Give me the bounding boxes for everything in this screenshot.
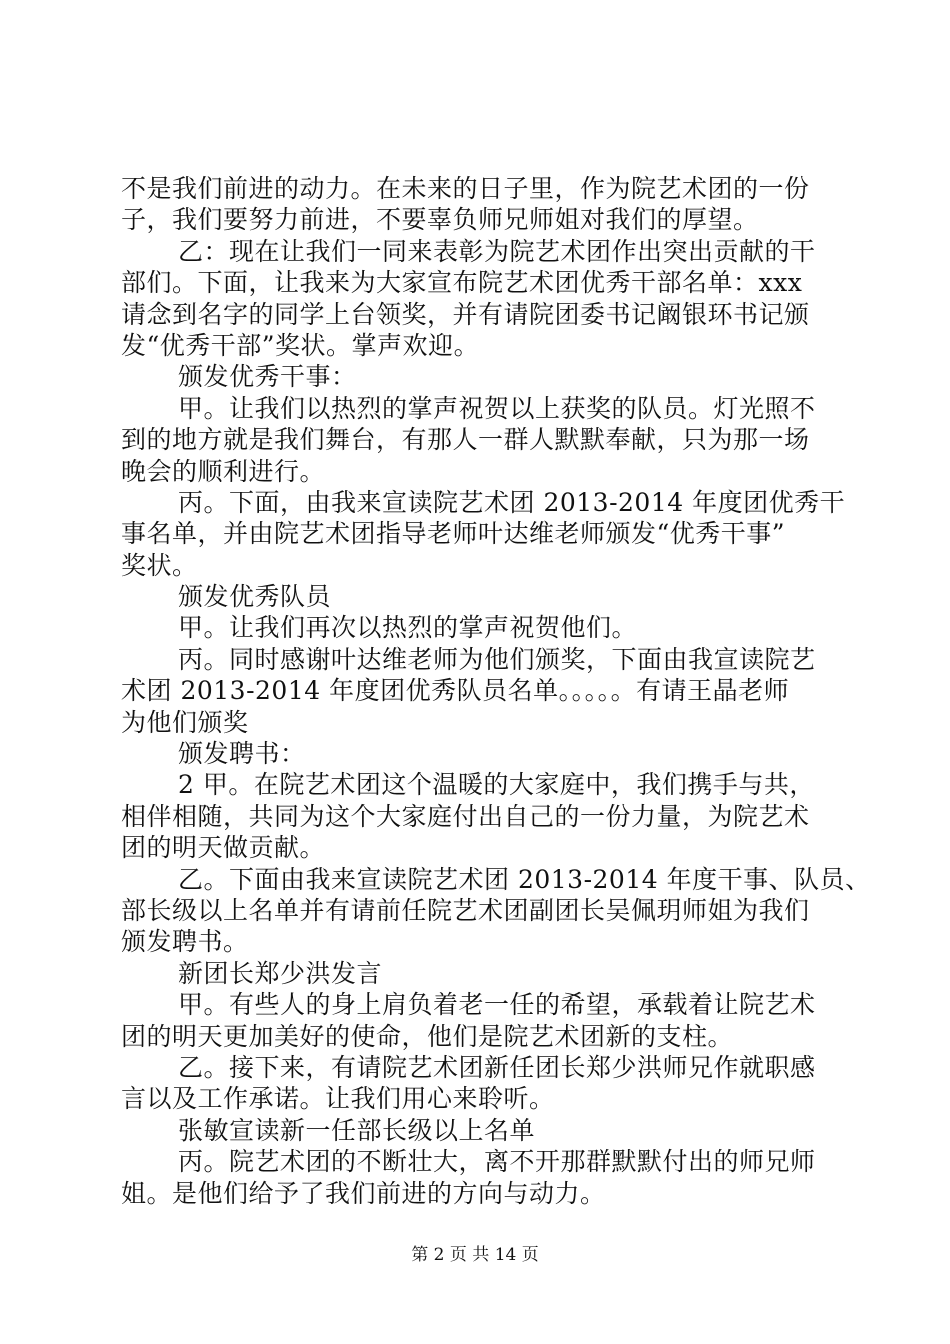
text-line: 团的明天更加美好的使命，他们是院艺术团新的支柱。 — [121, 1021, 734, 1051]
page-number-footer: 第 2 页 共 14 页 — [411, 1245, 539, 1265]
text-line: 甲。让我们以热烈的掌声祝贺以上获奖的队员。灯光照不 — [178, 393, 816, 423]
text-line: 姐。是他们给予了我们前进的方向与动力。 — [121, 1178, 606, 1208]
section-heading: 颁发聘书： — [178, 739, 306, 769]
text-line: 甲。让我们再次以热烈的掌声祝贺他们。 — [178, 613, 638, 643]
text-line: 为他们颁奖 — [121, 707, 249, 737]
text-line: 颁发聘书。 — [121, 927, 249, 957]
text-line: 子，我们要努力前进，不要辜负师兄师姐对我们的厚望。 — [121, 205, 759, 235]
text-line: 事名单，并由院艺术团指导老师叶达维老师颁发“优秀干事” — [121, 519, 786, 549]
text-line: 不是我们前进的动力。在未来的日子里，作为院艺术团的一份 — [121, 174, 810, 203]
text-line: 晚会的顺利进行。 — [121, 456, 326, 486]
text-line: 术团 2013-2014 年度团优秀队员名单。。。。。有请王晶老师 — [121, 676, 790, 706]
text-line: 丙。下面，由我来宣读院艺术团 2013-2014 年度团优秀干 — [178, 487, 846, 517]
text-line: 乙。接下来，有请院艺术团新任团长郑少洪师兄作就职感 — [178, 1052, 816, 1082]
text-line: 奖状。 — [121, 550, 198, 580]
text-line: 丙。院艺术团的不断壮大，离不开那群默默付出的师兄师 — [178, 1147, 816, 1177]
text-line: 团的明天做贡献。 — [121, 833, 326, 863]
text-line: 乙。下面由我来宣读院艺术团 2013-2014 年度干事、队员、 — [178, 864, 871, 894]
section-heading: 新团长郑少洪发言 — [178, 958, 383, 988]
text-line: 到的地方就是我们舞台，有那人一群人默默奉献，只为那一场 — [121, 425, 810, 455]
text-line: 相伴相随，共同为这个大家庭付出自己的一份力量，为院艺术 — [121, 801, 810, 831]
text-line: 2 甲。在院艺术团这个温暖的大家庭中，我们携手与共， — [178, 770, 815, 800]
section-heading: 颁发优秀干事： — [178, 362, 357, 392]
text-line: 乙：现在让我们一同来表彰为院艺术团作出突出贡献的干 — [178, 236, 816, 266]
text-line: 请念到名字的同学上台领奖，并有请院团委书记阚银环书记颁 — [121, 299, 810, 329]
text-line: 丙。同时感谢叶达维老师为他们颁奖，下面由我宣读院艺 — [178, 644, 816, 674]
text-line: 言以及工作承诺。让我们用心来聆听。 — [121, 1084, 555, 1114]
section-heading: 张敏宣读新一任部长级以上名单 — [178, 1115, 536, 1145]
text-line: 甲。有些人的身上肩负着老一任的希望，承载着让院艺术 — [178, 990, 816, 1020]
text-line: 部们。下面，让我来为大家宣布院艺术团优秀干部名单：xxx — [121, 268, 803, 298]
document-body — [121, 173, 871, 1209]
section-heading: 颁发优秀队员 — [178, 582, 332, 612]
text-line: 部长级以上名单并有请前任院艺术团副团长吴佩玥师姐为我们 — [121, 895, 810, 925]
text-line: 发“优秀干部”奖状。掌声欢迎。 — [121, 330, 480, 360]
